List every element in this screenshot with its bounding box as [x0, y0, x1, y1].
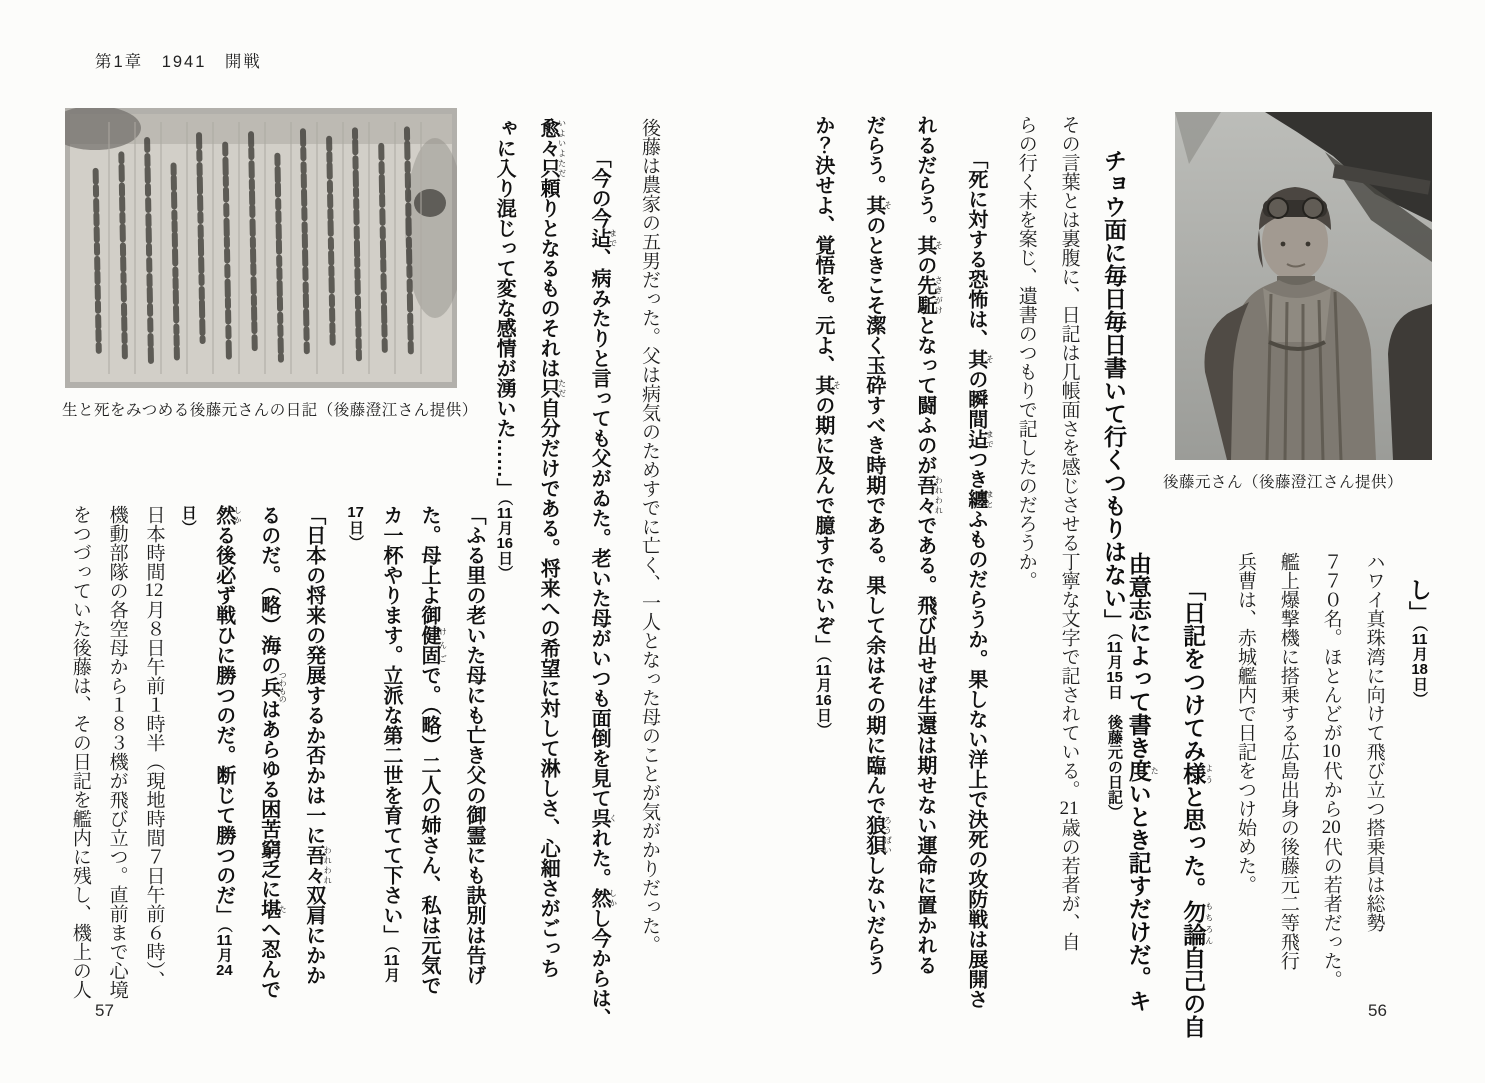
- text-column: だらう。其そのときこそ潔く玉砕すべき時期である。果して余はその期に臨んで狼狽ろうばいしないだらう: [862, 115, 893, 975]
- text-column: 「日記をつけてみ様ようと思った。勿論もちろん自己の自: [1180, 578, 1214, 1038]
- text-column: らの行く末を案じ、遺書のつもりで記したのだろうか。: [1015, 115, 1037, 590]
- text-column: 「ふる里の老いた母にも亡き父の御霊にも訣別は告げ: [463, 505, 485, 985]
- text-column: 17日）: [347, 505, 364, 550]
- text-column: 兵曹は、赤城艦内で日記をつけ始めた。: [1235, 552, 1257, 894]
- text-column: ハワイ真珠湾に向けて飛び立つ搭乗員は総勢: [1363, 552, 1385, 932]
- diary-photo-caption: 生と死をみつめる後藤元さんの日記（後藤澄江さん提供）: [62, 402, 478, 419]
- text-column: し」（11月18日）: [1406, 578, 1432, 707]
- text-column: 艦上爆撃機に搭乗する広島出身の後藤元二等飛行: [1277, 552, 1299, 970]
- text-block-left-lower: [69, 505, 485, 999]
- page-number-right: 56: [1368, 1001, 1387, 1020]
- chapter-header: 第1章 1941 開戦: [95, 53, 262, 71]
- text-block-left-upper: [492, 118, 660, 1028]
- text-column: 「日本の将来の発展するか否かは一に吾々われわれ双肩にかか: [302, 505, 333, 985]
- pilot-photo: [1175, 112, 1432, 460]
- text-column: をつづっていた後藤は、その日記を艦内に残し、機上の人: [69, 505, 91, 999]
- page-number-left: 57: [95, 1001, 114, 1020]
- text-column: 後藤は農家の五男だった。父は病気のためすでに亡く、一人となった母のことが気がかりだった。: [639, 118, 660, 954]
- pilot-photo-caption: 後藤元さん（後藤澄江さん提供）: [1163, 474, 1404, 491]
- text-column: その言葉とは裏腹に、日記は几帳面さを感じさせる丁寧な文字で記されている。21歳の若者が、自: [1058, 115, 1080, 951]
- text-column: ７７０名。ほとんどが10代から20代の若者だった。: [1320, 552, 1342, 989]
- text-column: 然しかる後必ず戦ひに勝つのだ。断じて勝つのだ」（11月24: [212, 505, 243, 978]
- text-block-right-upper: [811, 115, 1127, 1009]
- text-column: ゃに入り混じって変な感情が湧いた……」（11月16日）: [493, 118, 516, 581]
- text-column: た。母上よ御健固けんごで。（略）二人の姉さん、私は元気で: [418, 505, 448, 995]
- text-column: 「死に対する恐怖は、其その瞬間迠までつき纏まとふものだらうか。果しない洋上で決死の攻防戦は展開さ: [964, 149, 995, 1009]
- text-block-right-lower: [1125, 552, 1432, 1038]
- diary-photo: [65, 108, 457, 388]
- text-column: か？決せよ、覚悟を。元よ、其その期に及んで臆すでないぞ」（11月16日）: [811, 115, 842, 738]
- text-column: 日）: [179, 505, 197, 535]
- text-column: チョウ面に毎日毎日書いて行くつもりはない」（11月15日 後藤元の日記）: [1101, 149, 1127, 820]
- text-column: 日本時間12月８日午前１時半（現地時間７日午前６時）、: [143, 505, 165, 990]
- text-column: 「今の今迠まで、病みたりと言っても父がゐた。老いた母がいつも面倒を見て呉くれた。然しかし今からは、: [588, 148, 618, 1028]
- text-column: るのだ。（略）海の兵つわものはあらゆる困苦窮乏に堪たへ忍んで: [257, 505, 288, 999]
- text-column: 機動部隊の各空母から１８３機が飛び立つ。直前まで心境: [106, 505, 128, 999]
- text-column: カ一杯やります。立派な第二世を育てて下さい」（11月: [380, 505, 402, 983]
- text-column: 愈々只いよいよただ頼りとなるものそれは只ただ自分だけである。将来への希望に対して淋しさ、心細さがごっち: [537, 118, 567, 978]
- text-column: れるだらう。其その先駈さきがけとなって闘ふのが吾々われわれである。飛び出せば生還は期せない運命に置かれる: [913, 115, 944, 975]
- text-column: 由意志によって書き度たいとき記すだけだ。キ: [1125, 552, 1160, 1012]
